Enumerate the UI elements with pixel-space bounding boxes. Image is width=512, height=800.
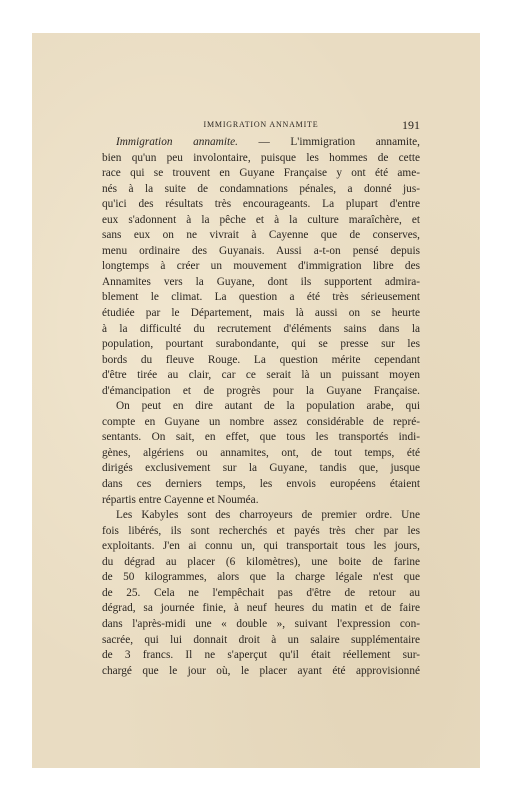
book-page: [32, 33, 480, 768]
text-line: sacrée, qui lui donnait droit à un salaire supplémentaire: [102, 633, 420, 646]
text-line: de 3 francs. Il ne s'aperçut qu'il était réellement sur-: [102, 649, 420, 662]
paragraph: [102, 135, 420, 399]
text-line: dégrad, sa journée finie, à neuf heures du matin et de faire: [102, 602, 420, 615]
text-line: On peut en dire autant de la population arabe, qui: [116, 400, 420, 413]
text-line: dans l'après-midi une « double », suivant l'expression con-: [102, 617, 420, 630]
body-text: [102, 135, 420, 679]
text-line: de 25. Cela ne l'empêchait pas d'être de retour au: [102, 586, 420, 599]
text-line: d'émancipation et de progrès pour la Guyane Française.: [102, 384, 420, 397]
text-line: répartis entre Cayenne et Nouméa.: [102, 493, 259, 506]
text-line: menu ordinaire des Guyanais. Aussi a-t-on pensé depuis: [102, 244, 420, 257]
text-line: eux s'adonnent à la pêche et à la culture maraîchère, et: [102, 213, 420, 226]
text-line: blement le climat. La question a été très sérieusement: [102, 291, 420, 304]
text-line: de 50 kilogrammes, alors que la charge légale n'est que: [102, 571, 420, 584]
section-lead: Immigration annamite.: [116, 136, 238, 148]
paragraph: [102, 508, 420, 679]
text-line: Annamites vers la Guyane, dont ils supportent admira-: [102, 275, 420, 288]
text-line: nés à la suite de condamnations pénales, a donné jus-: [102, 182, 420, 195]
paragraph: [102, 399, 420, 508]
text-line: population, pourtant surabondante, qui se presse sur les: [102, 338, 420, 351]
text-line: étudiée par le Département, mais là aussi on se heurte: [102, 307, 420, 320]
text-line: bien qu'un peu involontaire, puisque les hommes de cette: [102, 151, 420, 164]
text-line: à la difficulté du recrutement d'éléments sains dans la: [102, 322, 420, 335]
text-line: bords du fleuve Rouge. La question mérite cependant: [102, 353, 420, 366]
text-line: sans eux on ne vivrait à Cayenne que de conserves,: [102, 229, 420, 242]
text-line: dans ces derniers temps, les envois européens étaient: [102, 478, 420, 491]
text-line: fois libérés, ils sont recherchés et payés très cher par les: [102, 524, 420, 537]
text-line: exploitants. J'en ai connu un, qui transportait tous les jours,: [102, 540, 420, 553]
text-line: chargé que le jour où, le placer ayant été approvisionné: [102, 664, 420, 677]
text-line: gènes, algériens ou annamites, ont, de tout temps, été: [102, 446, 420, 459]
text-line: longtemps à créer un mouvement d'immigration libre des: [102, 260, 420, 273]
text-line: du dégrad au placer (6 kilomètres), une boite de farine: [102, 555, 420, 568]
text-line: dirigés exclusivement sur la Guyane, tandis que, jusque: [102, 462, 420, 475]
text-line: sentants. On sait, en effet, que tous les transportés indi-: [102, 431, 420, 444]
text-line: race qui se trouvent en Guyane Française y ont été ame-: [102, 167, 420, 180]
running-head: IMMIGRATION ANNAMITE: [203, 120, 319, 129]
text-line: qu'ici des résultats très encourageants. La plupart d'entre: [102, 198, 420, 211]
text-line: d'être tirée au clair, car ce serait là un puissant moyen: [102, 369, 420, 382]
text-line: Les Kabyles sont des charroyeurs de premier ordre. Une: [116, 509, 420, 522]
text-line: Immigration annamite. — L'immigration annamite,: [116, 136, 420, 148]
text-line: compte en Guyane un nombre assez considérable de repré-: [102, 415, 420, 428]
page-number: 191: [402, 118, 420, 132]
page-header: [102, 118, 420, 132]
